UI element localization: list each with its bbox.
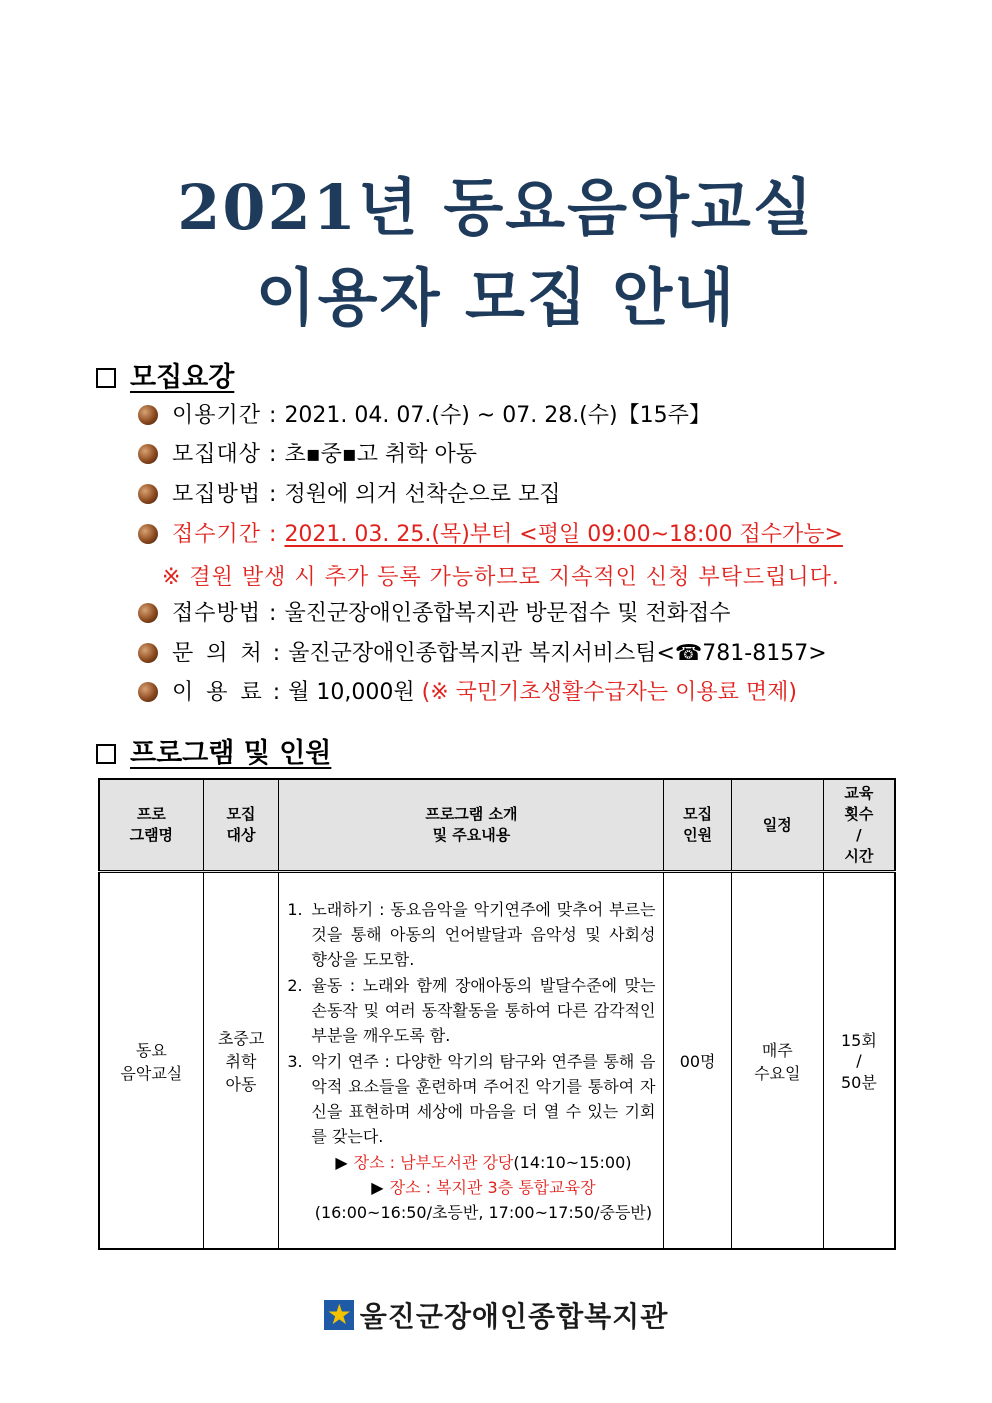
bullet-icon	[138, 524, 158, 544]
info-row-method: 모집방법 : 정원에 의거 선착순으로 모집	[138, 480, 560, 510]
cell-target: 초중고 취학 아동	[203, 872, 279, 1250]
list-item: 3. 악기 연주 : 다양한 악기의 탐구와 연주를 통해 음악적 요소들을 훈련하며 주어진 악기를 통하여 자신을 표현하며 세상에 마음을 더 열 수 있는 기회를 갖는다.	[287, 1051, 656, 1146]
table-header-row	[99, 779, 895, 872]
phone-icon: ☎	[674, 641, 703, 666]
section-heading-program: 프로그램 및 인원	[96, 731, 331, 770]
info-row-period: 이용기간 : 2021. 04. 07.(수) ~ 07. 28.(수)【15주】	[138, 401, 711, 431]
bullet-icon	[138, 603, 158, 623]
info-row-application-method: 접수방법 : 울진군장애인종합복지관 방문접수 및 전화접수	[138, 599, 730, 629]
header-program-name: 프로 그램명	[99, 779, 203, 872]
bullet-icon	[138, 444, 158, 464]
bullet-icon	[138, 484, 158, 504]
header-sessions: 교육 횟수 / 시간	[823, 779, 895, 872]
cell-program-name: 동요 음악교실	[99, 872, 203, 1250]
checkbox-square-icon	[96, 744, 116, 764]
class-times: (16:00~16:50/초등반, 17:00~17:50/중등반)	[314, 1202, 653, 1222]
title-line-2: 이용자 모집 안내	[255, 261, 737, 334]
notice-text: ※ 결원 발생 시 추가 등록 가능하므로 지속적인 신청 부탁드립니다.	[162, 565, 840, 590]
header-capacity: 모집 인원	[664, 779, 731, 872]
bullet-icon	[138, 643, 158, 663]
info-row-fee: 이 용 료 : 월 10,000원 (※ 국민기초생활수급자는 이용료 면제)	[138, 678, 797, 708]
bullet-icon	[138, 682, 158, 702]
header-target: 모집 대상	[203, 779, 279, 872]
program-table	[98, 778, 896, 1250]
info-row-target: 모집대상 : 초▪중▪고 취학 아동	[138, 440, 477, 470]
checkbox-square-icon	[96, 368, 116, 388]
organization-logo: ★울진군장애인종합복지관	[0, 1295, 992, 1335]
table-row	[99, 872, 895, 1250]
cell-schedule: 매주 수요일	[731, 872, 823, 1250]
bullet-icon	[138, 405, 158, 425]
info-row-application-period: 접수기간 : 2021. 03. 25.(목)부터 <평일 09:00~18:00 접수가능>	[138, 520, 843, 550]
header-description: 프로그램 소개 및 주요내용	[279, 779, 664, 872]
location-line: ▶ 장소 : 남부도서관 강당(14:10~15:00)	[335, 1152, 632, 1172]
arrow-right-icon: ▶	[335, 1152, 348, 1172]
list-item: 2. 율동 : 노래와 함께 장애아동의 발달수준에 맞는 손동작 및 여러 동작활동을 통하여 다른 감각적인 부분을 깨우도록 함.	[287, 975, 656, 1045]
cell-description	[279, 872, 664, 1250]
info-row-contact: 문 의 처 : 울진군장애인종합복지관 복지서비스팀<☎781-8157>	[138, 639, 827, 669]
header-schedule: 일정	[731, 779, 823, 872]
section-heading-recruitment: 모집요강	[96, 355, 234, 394]
title-line-1: 2021년 동요음악교실	[177, 171, 815, 244]
location-line: ▶ 장소 : 복지관 3층 통합교육장	[371, 1177, 596, 1197]
arrow-right-icon: ▶	[371, 1177, 384, 1197]
list-item: 1. 노래하기 : 동요음악을 악기연주에 맞추어 부르는 것을 통해 아동의 언어발달과 음악성 및 사회성 향상을 도모함.	[287, 899, 656, 969]
cell-sessions: 15회 / 50분	[823, 872, 895, 1250]
cell-capacity: 00명	[664, 872, 731, 1250]
star-logo-icon	[324, 1300, 354, 1330]
